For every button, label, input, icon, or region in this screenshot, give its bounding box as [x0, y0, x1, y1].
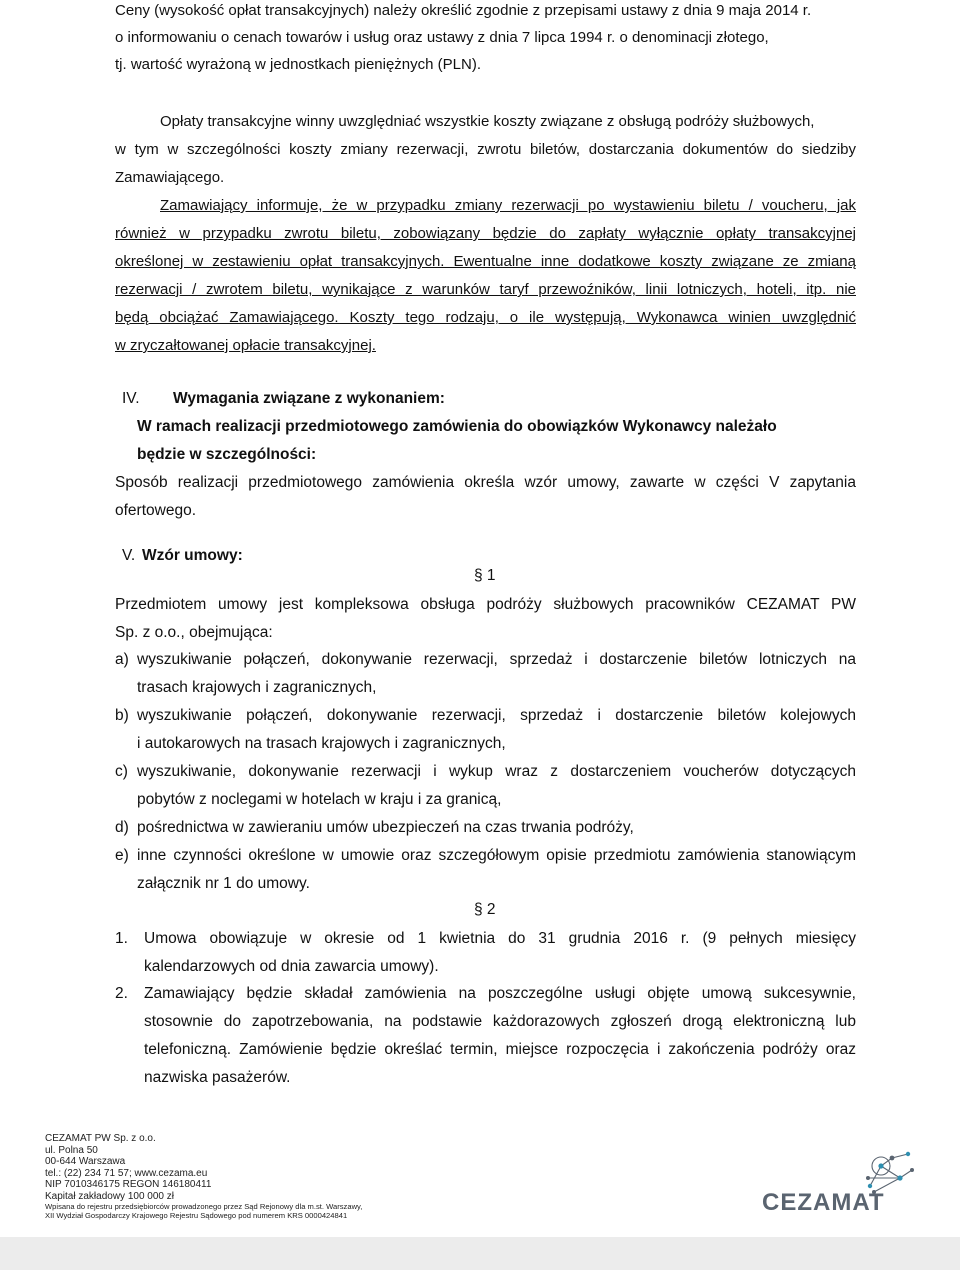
- section-4-body-1: Sposób realizacji przedmiotowego zamówienia określa wzór umowy, zawarte w części V zapytania: [115, 474, 856, 491]
- page-bottom-band: [0, 1237, 960, 1270]
- notice-line-6: w zryczałtowanej opłacie transakcyjnej.: [115, 337, 376, 354]
- list-item-c-line-2: pobytów z noclegami w hotelach w kraju i za granicą,: [137, 791, 502, 808]
- section-4-body-2: ofertowego.: [115, 502, 196, 519]
- notice-line-3: określonej w zestawieniu opłat transakcyjnych. Ewentualne inne dodatkowe koszty związane ze zmianą: [115, 253, 856, 270]
- footer-registry-2: XII Wydział Gospodarczy Krajowego Rejestru Sądowego pod numerem KRS 0000424841: [45, 1211, 348, 1220]
- section-4-title: Wymagania związane z wykonaniem:: [173, 390, 445, 407]
- list-item-b-line-2: i autokarowych na trasach krajowych i zagranicznych,: [137, 735, 506, 752]
- fees-line-3: Zamawiającego.: [115, 169, 225, 186]
- logo-wordmark: CEZAMAT: [762, 1189, 885, 1216]
- list-item-b-letter: b): [115, 707, 129, 724]
- numbered-item-2-line-1: Zamawiający będzie składał zamówienia na poszczególne usługi objęte umową sukcesywnie,: [144, 985, 856, 1002]
- section-5-number: V.: [122, 547, 136, 564]
- list-item-e-line-2: załącznik nr 1 do umowy.: [137, 875, 310, 892]
- numbered-item-2-line-3: telefoniczną. Zamówienie będzie określać termin, miejsce rozpoczęcia i zakończenia podróży oraz: [144, 1041, 856, 1058]
- numbered-item-1-num: 1.: [115, 930, 128, 947]
- list-item-e-line-1: inne czynności określone w umowie oraz szczegółowym opisie przedmiotu zamówienia stanowiącym: [137, 847, 856, 864]
- intro-line-3: tj. wartość wyrażoną w jednostkach pieniężnych (PLN).: [115, 56, 481, 73]
- section-5-title: Wzór umowy:: [142, 547, 243, 564]
- fees-line-2: w tym w szczególności koszty zmiany rezerwacji, zwrotu biletów, dostarczania dokumentów do siedziby: [115, 141, 856, 158]
- list-item-a-line-2: trasach krajowych i zagranicznych,: [137, 679, 377, 696]
- section-4-subtitle-1: W ramach realizacji przedmiotowego zamówienia do obowiązków Wykonawcy należało: [137, 418, 777, 435]
- footer-street: ul. Polna 50: [45, 1144, 98, 1156]
- numbered-item-2-line-2: stosownie do zapotrzebowania, na podstawie każdorazowych zgłoszeń drogą elektroniczną lub: [144, 1013, 856, 1030]
- footer-company: CEZAMAT PW Sp. z o.o.: [45, 1133, 156, 1144]
- notice-line-1: Zamawiający informuje, że w przypadku zmiany rezerwacji po wystawieniu biletu / voucheru, jak: [160, 197, 856, 214]
- paragraph-1-intro-2: Sp. z o.o., obejmująca:: [115, 624, 273, 641]
- notice-line-5: będą obciążać Zamawiającego. Koszty tego rodzaju, o ile występują, Wykonawca winien uwzględnić: [115, 309, 856, 326]
- footer-contact: tel.: (22) 234 71 57; www.cezama.eu: [45, 1167, 208, 1179]
- list-item-e-letter: e): [115, 847, 129, 864]
- paragraph-1-sign: § 1: [474, 567, 496, 584]
- intro-line-2: o informowaniu o cenach towarów i usług oraz ustawy z dnia 7 lipca 1994 r. o denominacji złotego,: [115, 29, 769, 46]
- footer-capital: Kapitał zakładowy 100 000 zł: [45, 1190, 174, 1202]
- numbered-item-2-num: 2.: [115, 985, 128, 1002]
- footer-address: [45, 1133, 362, 1220]
- cezamat-logo: [760, 1148, 920, 1216]
- section-4-subtitle-2: będzie w szczególności:: [137, 446, 317, 463]
- list-item-d-line-1: pośrednictwa w zawieraniu umów ubezpieczeń na czas trwania podróży,: [137, 819, 634, 836]
- list-item-c-letter: c): [115, 763, 128, 780]
- list-item-d-letter: d): [115, 819, 129, 836]
- section-4-number: IV.: [122, 390, 140, 407]
- list-item-a-letter: a): [115, 651, 129, 668]
- list-item-b-line-1: wyszukiwanie połączeń, dokonywanie rezerwacji, sprzedaż i dostarczenie biletów kolejowych: [137, 707, 856, 724]
- numbered-item-2-line-4: nazwiska pasażerów.: [144, 1069, 291, 1086]
- list-item-a-line-1: wyszukiwanie połączeń, dokonywanie rezerwacji, sprzedaż i dostarczenie biletów lotniczych na: [137, 651, 856, 668]
- footer-registry-1: Wpisana do rejestru przedsiębiorców prowadzonego przez Sąd Rejonowy dla m.st. Warszawy,: [45, 1202, 363, 1211]
- paragraph-1-intro-1: Przedmiotem umowy jest kompleksowa obsługa podróży służbowych pracowników CEZAMAT PW: [115, 596, 856, 613]
- paragraph-2-sign: § 2: [474, 901, 496, 918]
- numbered-item-1-line-1: Umowa obowiązuje w okresie od 1 kwietnia do 31 grudnia 2016 r. (9 pełnych miesięcy: [144, 930, 856, 947]
- footer-ids: NIP 7010346175 REGON 146180411: [45, 1179, 212, 1190]
- numbered-item-1-line-2: kalendarzowych od dnia zawarcia umowy).: [144, 958, 439, 975]
- notice-line-4: rezerwacji / zwrotem biletu, wynikające z warunków taryf przewoźników, linii lotniczych, hoteli, itp. nie: [115, 281, 856, 298]
- intro-line-1: Ceny (wysokość opłat transakcyjnych) należy określić zgodnie z przepisami ustawy z dnia 9 maja 2014 r.: [115, 2, 812, 19]
- fees-line-1: Opłaty transakcyjne winny uwzględniać wszystkie koszty związane z obsługą podróży służbowych,: [160, 113, 815, 130]
- notice-line-2: również w przypadku zwrotu biletu, zobowiązany będzie do zapłaty wyłącznie opłaty transakcyjnej: [115, 225, 856, 242]
- list-item-c-line-1: wyszukiwanie, dokonywanie rezerwacji i wykup wraz z dostarczeniem voucherów dotyczących: [137, 763, 856, 780]
- footer-city: 00-644 Warszawa: [45, 1156, 126, 1167]
